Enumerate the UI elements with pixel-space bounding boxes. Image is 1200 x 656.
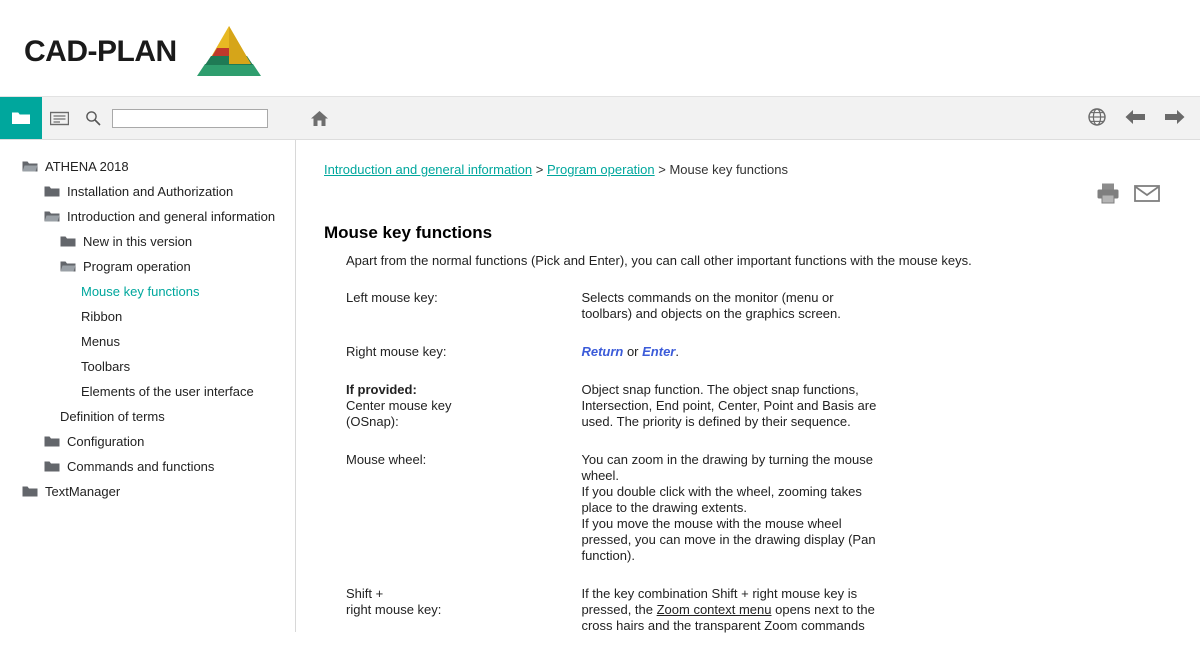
folder-closed-icon [44, 460, 60, 473]
keyword-index-button[interactable] [42, 97, 76, 139]
tree-item-label: Configuration [67, 434, 145, 449]
key-label: right mouse key: [346, 602, 442, 617]
description-line: toolbars) and objects on the graphics screen. [581, 306, 841, 321]
key-cell [346, 452, 581, 586]
description-line: pressed, you can move in the drawing display (Pan [581, 532, 876, 547]
breadcrumb [324, 162, 1170, 177]
globe-icon [1088, 108, 1106, 126]
tree-item-athena-2018[interactable] [0, 154, 295, 179]
table-row [346, 452, 1086, 586]
description-line: wheel. [581, 468, 620, 483]
description-text: pressed, the [581, 602, 657, 617]
table-row [346, 586, 1086, 656]
back-button[interactable] [1124, 109, 1146, 128]
arrow-right-icon [1164, 109, 1186, 125]
tree-item-label: Menus [81, 334, 121, 349]
description-line: used. The priority is defined by their sequence. [581, 414, 851, 429]
return-link[interactable]: Return [581, 344, 624, 359]
description-line: place to the drawing extents. [581, 500, 747, 515]
tree-item-label: Definition of terms [60, 409, 165, 424]
keyword-index-icon [50, 111, 69, 126]
folder-open-icon [22, 160, 38, 173]
tree-item-label: Program operation [83, 259, 191, 274]
key-label: Shift + [346, 586, 384, 601]
description-text: or [623, 344, 643, 359]
tree-item-label: TextManager [45, 484, 121, 499]
key-label: Left mouse key: [346, 290, 438, 305]
tree-item-toolbars[interactable] [0, 354, 295, 379]
breadcrumb-separator: > [532, 162, 547, 177]
page-actions [1096, 182, 1160, 207]
globe-button[interactable] [1088, 108, 1106, 129]
page-header [0, 0, 1200, 96]
zoom-context-menu-link[interactable]: Zoom context menu [656, 602, 772, 617]
breadcrumb-link-program-operation[interactable]: Program operation [546, 162, 655, 177]
key-cell [346, 382, 581, 452]
mouse-key-table [346, 290, 1086, 656]
description-line: Object snap function. The object snap functions, [581, 382, 859, 397]
description-line: Selects commands on the monitor (menu or [581, 290, 834, 305]
tree-item-installation-and-authorization[interactable] [0, 179, 295, 204]
description-line: If the key combination Shift + right mouse key is [581, 586, 858, 601]
table-row [346, 344, 1086, 382]
folder-closed-icon [22, 485, 38, 498]
forward-button[interactable] [1164, 109, 1186, 128]
tree-item-definition-of-terms[interactable] [0, 404, 295, 429]
toggle-navigation-button[interactable] [0, 97, 42, 139]
tree-item-program-operation[interactable] [0, 254, 295, 279]
tree-item-menus[interactable] [0, 329, 295, 354]
home-button[interactable] [302, 97, 336, 139]
home-icon [310, 110, 329, 127]
description-line: If you double click with the wheel, zooming takes [581, 484, 862, 499]
key-bold-prefix: If provided: [346, 382, 417, 397]
arrow-left-icon [1124, 109, 1146, 125]
tree-item-introduction-and-general-information[interactable] [0, 204, 295, 229]
intro-paragraph: Apart from the normal functions (Pick and Enter), you can call other important functions with the mouse keys. [346, 253, 972, 268]
table-row [346, 290, 1086, 344]
description-line: function). [581, 548, 635, 563]
key-cell [346, 586, 581, 656]
folder-closed-icon [44, 435, 60, 448]
pyramid-logo-icon [193, 24, 265, 80]
content-pane [296, 140, 1200, 632]
folder-open-icon [44, 210, 60, 223]
breadcrumb-link-introduction[interactable]: Introduction and general information [324, 162, 533, 177]
breadcrumb-separator: > [654, 162, 670, 177]
key-label: Mouse wheel: [346, 452, 427, 467]
description-cell [581, 344, 1086, 382]
tree-item-label: Toolbars [81, 359, 131, 374]
key-label: (OSnap): [346, 414, 399, 429]
tree-item-label: Mouse key functions [81, 284, 200, 299]
folder-closed-icon [60, 235, 76, 248]
description-text: . [675, 344, 679, 359]
tree-item-textmanager[interactable] [0, 479, 295, 504]
description-line: cross hairs and the transparent Zoom commands [581, 618, 865, 633]
tree-item-elements-of-the-user-interface[interactable] [0, 379, 295, 404]
tree-item-label: ATHENA 2018 [45, 159, 129, 174]
key-cell [346, 290, 581, 344]
breadcrumb-current: Mouse key functions [669, 162, 788, 177]
folder-closed-icon [44, 185, 60, 198]
toolbar-right-group [1088, 108, 1186, 129]
mail-icon [1134, 184, 1160, 203]
search-button[interactable] [76, 97, 110, 139]
tree-item-label: Ribbon [81, 309, 123, 324]
print-button[interactable] [1096, 182, 1120, 207]
tree-item-label: Introduction and general information [67, 209, 276, 224]
description-cell [581, 452, 1086, 586]
description-text: opens next to the [771, 602, 875, 617]
tree-item-commands-and-functions[interactable] [0, 454, 295, 479]
key-label: Right mouse key: [346, 344, 447, 359]
tree-item-new-in-this-version[interactable] [0, 229, 295, 254]
tree-item-label: Installation and Authorization [67, 184, 234, 199]
table-row [346, 382, 1086, 452]
page-body [0, 140, 1200, 632]
enter-link[interactable]: Enter [642, 344, 676, 359]
key-cell [346, 344, 581, 382]
navigation-tree[interactable] [0, 140, 296, 632]
page-title: Mouse key functions [324, 223, 493, 242]
description-cell [581, 290, 1086, 344]
toggle-navigation-icon [11, 110, 31, 126]
main-toolbar [0, 96, 1200, 140]
description-cell [581, 586, 1086, 656]
key-label: Center mouse key [346, 398, 452, 413]
mail-button[interactable] [1134, 184, 1160, 206]
tree-item-label: Commands and functions [67, 459, 215, 474]
brand-name: CAD-PLAN [24, 35, 177, 68]
tree-item-ribbon[interactable] [0, 304, 295, 329]
tree-item-label: Elements of the user interface [81, 384, 254, 399]
description-line: If you move the mouse with the mouse wheel [581, 516, 842, 531]
brand-logo [24, 24, 265, 80]
description-line: You can zoom in the drawing by turning the mouse [581, 452, 873, 467]
description-cell [581, 382, 1086, 452]
folder-open-icon [60, 260, 76, 273]
search-input[interactable] [112, 109, 268, 128]
tree-item-mouse-key-functions[interactable] [0, 279, 295, 304]
tree-item-label: New in this version [83, 234, 193, 249]
print-icon [1096, 182, 1120, 204]
search-icon [85, 110, 101, 126]
description-line: Intersection, End point, Center, Point and Basis are [581, 398, 877, 413]
tree-item-configuration[interactable] [0, 429, 295, 454]
